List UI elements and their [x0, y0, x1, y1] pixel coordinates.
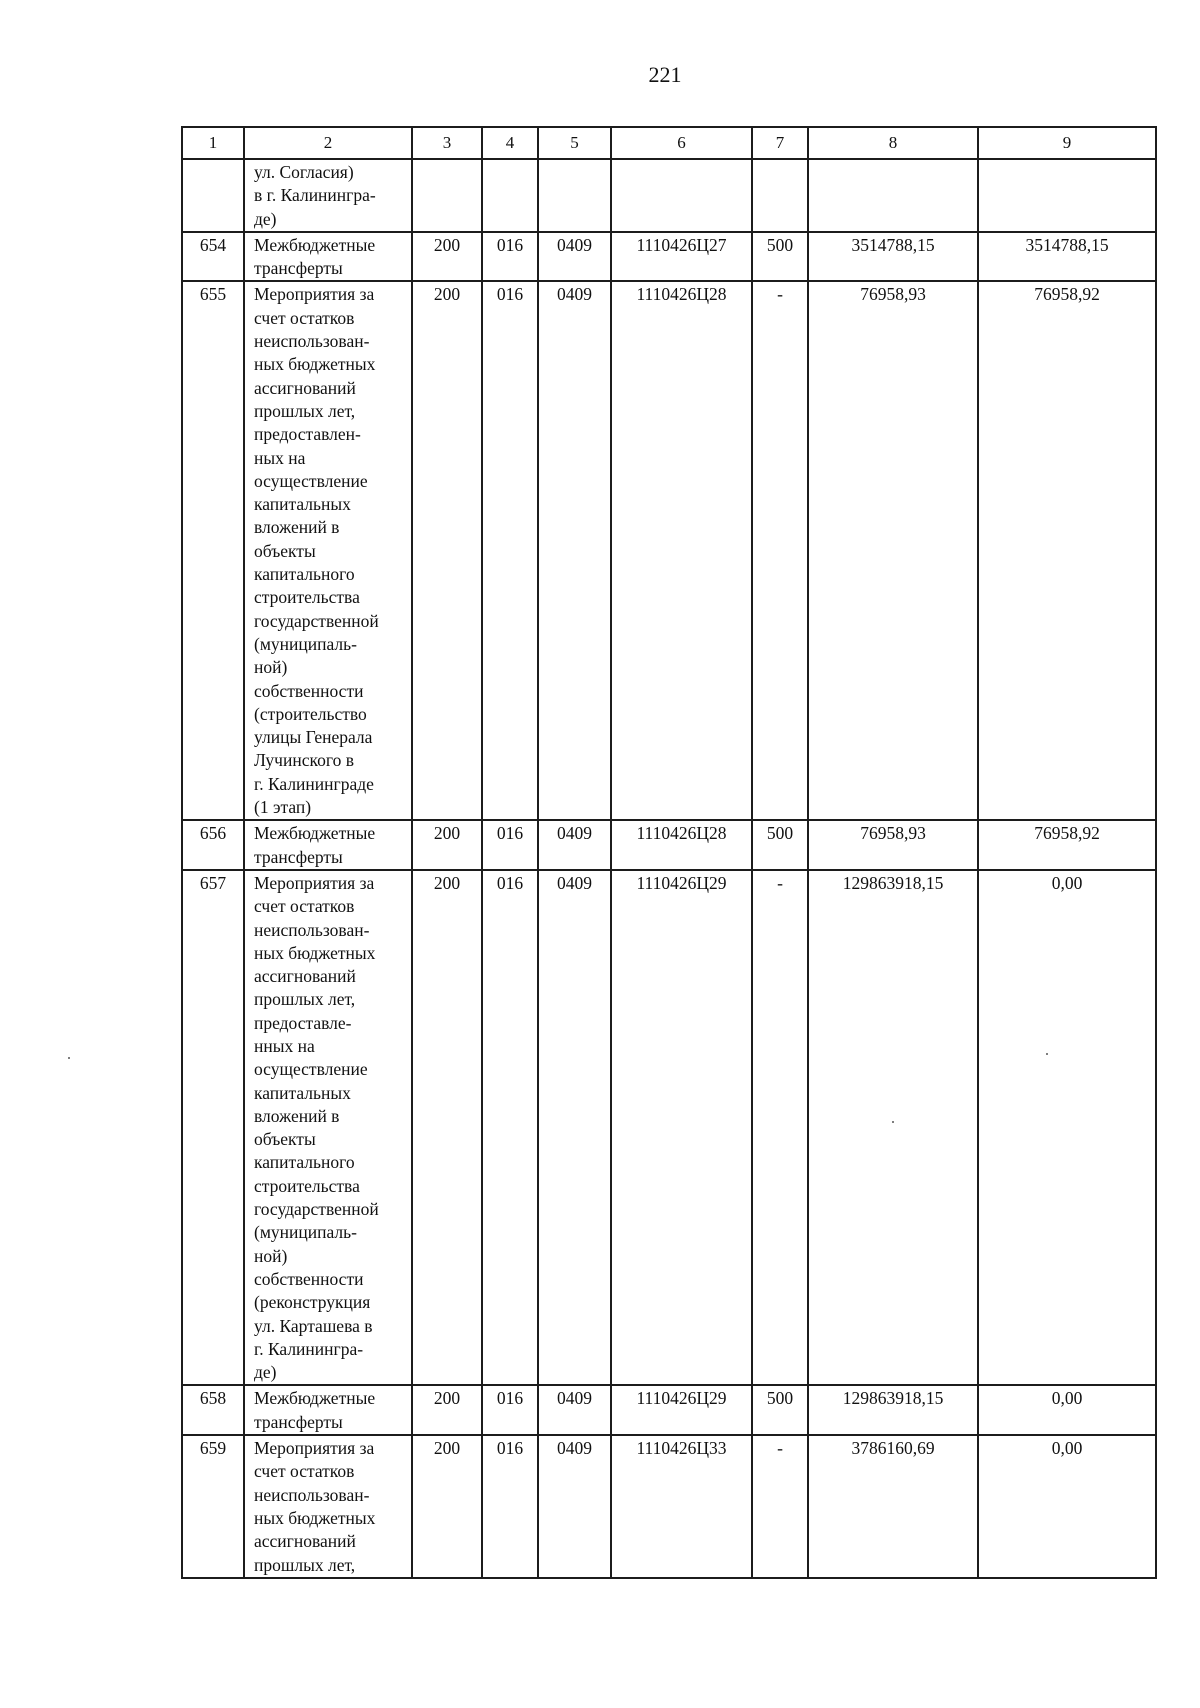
- description-line: ассигнований: [254, 1531, 356, 1552]
- ministry-code-cell: 016: [482, 281, 538, 820]
- description-line: (1 этап): [254, 797, 312, 818]
- subsection-code-cell: 0409: [538, 870, 611, 1386]
- amount-executed-cell: 76958,92: [978, 281, 1156, 820]
- description-line: ных бюджетных: [254, 942, 376, 963]
- section-code-cell: 200: [412, 820, 482, 870]
- description-line: осуществление: [254, 1059, 368, 1080]
- expense-type-cell: 500: [752, 820, 808, 870]
- description-line: (реконструкция: [254, 1292, 371, 1313]
- description-line: ул. Согласия): [254, 162, 354, 182]
- expense-type-cell: 500: [752, 232, 808, 282]
- description-line: вложений в: [254, 517, 340, 538]
- description-cell: [244, 281, 412, 820]
- description-line: (муниципаль-: [254, 1222, 357, 1243]
- ministry-code-cell: 016: [482, 820, 538, 870]
- description-line: неиспользован-: [254, 331, 370, 352]
- description-line: ных бюджетных: [254, 1507, 376, 1528]
- subsection-code-cell: 0409: [538, 281, 611, 820]
- description-line: объекты: [254, 1129, 316, 1150]
- column-header-6: 6: [611, 127, 752, 159]
- ministry-code-cell: 016: [482, 870, 538, 1386]
- column-header-9: 9: [978, 127, 1156, 159]
- description-line: прошлых лет,: [254, 1554, 356, 1575]
- description-line: де): [254, 1362, 277, 1383]
- target-article-cell: 1110426Ц28: [611, 281, 752, 820]
- target-article-cell: [611, 159, 752, 232]
- section-code-cell: 200: [412, 1385, 482, 1435]
- subsection-code-cell: 0409: [538, 1385, 611, 1435]
- section-code-cell: 200: [412, 232, 482, 282]
- table-row: [182, 281, 1156, 820]
- column-header-4: 4: [482, 127, 538, 159]
- scan-speck: [892, 1121, 894, 1123]
- amount-executed-cell: 0,00: [978, 1435, 1156, 1578]
- description-line: (муниципаль-: [254, 633, 357, 654]
- subsection-code-cell: 0409: [538, 232, 611, 282]
- description-line: г. Калининграде: [254, 773, 374, 794]
- description-line: собственности: [254, 1268, 364, 1289]
- description-line: ных бюджетных: [254, 354, 376, 375]
- description-line: государственной: [254, 610, 379, 631]
- description-line: капитального: [254, 564, 355, 585]
- amount-plan-cell: 3786160,69: [808, 1435, 978, 1578]
- description-line: капитального: [254, 1152, 355, 1173]
- description-line: г. Калинингра-: [254, 1338, 364, 1359]
- description-line: осуществление: [254, 470, 368, 491]
- description-line: трансферты: [254, 258, 343, 279]
- amount-plan-cell: 76958,93: [808, 281, 978, 820]
- expense-type-cell: -: [752, 1435, 808, 1578]
- description-line: счет остатков: [254, 307, 355, 328]
- row-number-cell: 657: [182, 870, 244, 1386]
- expense-type-cell: [752, 159, 808, 232]
- description-line: нных на: [254, 1035, 315, 1056]
- column-header-5: 5: [538, 127, 611, 159]
- amount-executed-cell: 0,00: [978, 870, 1156, 1386]
- amount-executed-cell: 76958,92: [978, 820, 1156, 870]
- row-number-cell: [182, 159, 244, 232]
- description-line: счет остатков: [254, 896, 355, 917]
- amount-plan-cell: 76958,93: [808, 820, 978, 870]
- expense-type-cell: -: [752, 281, 808, 820]
- description-line: строительства: [254, 1175, 360, 1196]
- expense-type-cell: 500: [752, 1385, 808, 1435]
- row-number-cell: 655: [182, 281, 244, 820]
- row-number-cell: 656: [182, 820, 244, 870]
- description-line: предоставлен-: [254, 424, 361, 445]
- scan-speck: [68, 1057, 70, 1059]
- budget-table-container: [181, 126, 1157, 1579]
- description-line: счет остатков: [254, 1461, 355, 1482]
- description-line: прошлых лет,: [254, 989, 356, 1010]
- section-code-cell: 200: [412, 870, 482, 1386]
- description-line: Лучинского в: [254, 750, 354, 771]
- table-row: [182, 870, 1156, 1386]
- description-line: Мероприятия за: [254, 872, 375, 893]
- description-line: ной): [254, 1245, 288, 1266]
- target-article-cell: 1110426Ц29: [611, 1385, 752, 1435]
- row-number-cell: 654: [182, 232, 244, 282]
- amount-plan-cell: 129863918,15: [808, 1385, 978, 1435]
- subsection-code-cell: 0409: [538, 820, 611, 870]
- description-line: ассигнований: [254, 377, 356, 398]
- table-row: [182, 1435, 1156, 1578]
- table-row: [182, 820, 1156, 870]
- target-article-cell: 1110426Ц28: [611, 820, 752, 870]
- table-row: [182, 1385, 1156, 1435]
- target-article-cell: 1110426Ц27: [611, 232, 752, 282]
- ministry-code-cell: 016: [482, 1385, 538, 1435]
- description-line: в г. Калинингра-: [254, 185, 376, 206]
- description-cell: [244, 232, 412, 282]
- column-header-1: 1: [182, 127, 244, 159]
- ministry-code-cell: 016: [482, 232, 538, 282]
- column-header-row: [182, 127, 1156, 159]
- description-line: Межбюджетные: [254, 823, 376, 844]
- amount-executed-cell: [978, 159, 1156, 232]
- description-line: предоставле-: [254, 1012, 352, 1033]
- description-cell: [244, 820, 412, 870]
- description-line: трансферты: [254, 846, 343, 867]
- description-line: собственности: [254, 680, 364, 701]
- ministry-code-cell: [482, 159, 538, 232]
- column-header-3: 3: [412, 127, 482, 159]
- table-row: [182, 232, 1156, 282]
- description-line: ной): [254, 657, 288, 678]
- description-cell: [244, 1435, 412, 1578]
- description-line: Межбюджетные: [254, 234, 376, 255]
- target-article-cell: 1110426Ц33: [611, 1435, 752, 1578]
- page-number: 221: [648, 62, 682, 87]
- row-number-cell: 659: [182, 1435, 244, 1578]
- description-line: улицы Генерала: [254, 727, 373, 748]
- subsection-code-cell: 0409: [538, 1435, 611, 1578]
- description-line: капитальных: [254, 494, 351, 515]
- description-line: Мероприятия за: [254, 284, 375, 305]
- scan-speck: [1046, 1053, 1048, 1055]
- target-article-cell: 1110426Ц29: [611, 870, 752, 1386]
- table-body: [182, 127, 1156, 1578]
- amount-executed-cell: 3514788,15: [978, 232, 1156, 282]
- description-cell: [244, 159, 412, 232]
- section-code-cell: 200: [412, 1435, 482, 1578]
- description-line: объекты: [254, 540, 316, 561]
- amount-executed-cell: 0,00: [978, 1385, 1156, 1435]
- column-header-8: 8: [808, 127, 978, 159]
- amount-plan-cell: [808, 159, 978, 232]
- description-line: государственной: [254, 1199, 379, 1220]
- description-line: ных на: [254, 447, 306, 468]
- section-code-cell: 200: [412, 281, 482, 820]
- column-header-7: 7: [752, 127, 808, 159]
- description-line: (строительство: [254, 703, 367, 724]
- description-line: капитальных: [254, 1082, 351, 1103]
- amount-plan-cell: 3514788,15: [808, 232, 978, 282]
- description-line: вложений в: [254, 1105, 340, 1126]
- description-line: неиспользован-: [254, 1484, 370, 1505]
- description-line: прошлых лет,: [254, 400, 356, 421]
- expense-type-cell: -: [752, 870, 808, 1386]
- description-line: строительства: [254, 587, 360, 608]
- description-line: неиспользован-: [254, 919, 370, 940]
- description-line: Межбюджетные: [254, 1388, 376, 1409]
- budget-table: [181, 126, 1157, 1579]
- column-header-2: 2: [244, 127, 412, 159]
- amount-plan-cell: 129863918,15: [808, 870, 978, 1386]
- ministry-code-cell: 016: [482, 1435, 538, 1578]
- subsection-code-cell: [538, 159, 611, 232]
- description-line: ассигнований: [254, 966, 356, 987]
- description-line: трансферты: [254, 1411, 343, 1432]
- description-cell: [244, 1385, 412, 1435]
- description-line: де): [254, 208, 277, 229]
- section-code-cell: [412, 159, 482, 232]
- row-number-cell: 658: [182, 1385, 244, 1435]
- description-line: Мероприятия за: [254, 1438, 375, 1459]
- table-row: [182, 159, 1156, 232]
- description-cell: [244, 870, 412, 1386]
- description-line: ул. Карташева в: [254, 1315, 373, 1336]
